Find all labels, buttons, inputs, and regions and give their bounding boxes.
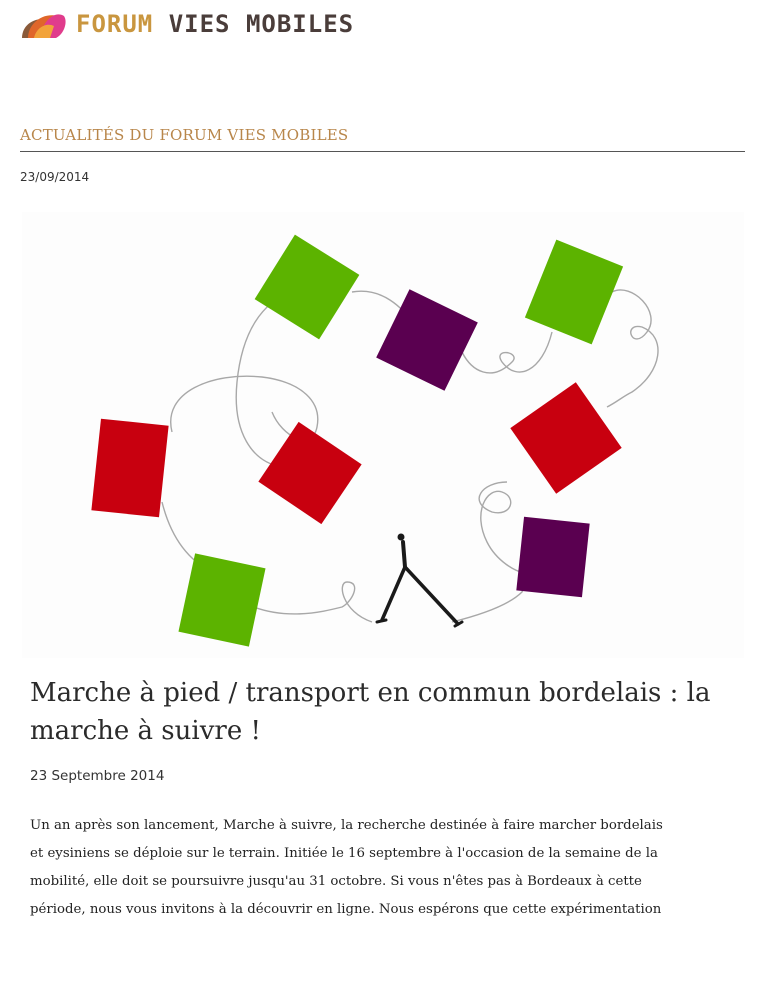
article-body-line: et eysiniens se déploie sur le terrain. Initiée le 16 septembre à l'occasion de la semaine de la bbox=[30, 846, 658, 861]
card-green-2 bbox=[525, 240, 623, 345]
article-body bbox=[30, 812, 742, 924]
card-red-3 bbox=[510, 382, 621, 493]
section-date: 23/09/2014 bbox=[20, 170, 90, 184]
walking-figure-icon bbox=[377, 534, 462, 627]
article-title: Marche à pied / transport en commun bordelais : la marche à suivre ! bbox=[30, 678, 711, 746]
brand-name bbox=[76, 10, 354, 38]
forum-vies-mobiles-logo-icon bbox=[20, 6, 68, 40]
walking-figure-with-colored-cards-illustration bbox=[22, 212, 744, 658]
card-purple-2 bbox=[516, 517, 589, 597]
article-illustration bbox=[22, 212, 744, 658]
brand-forum: FORUM bbox=[76, 10, 154, 38]
card-green-3 bbox=[178, 553, 265, 646]
card-green-1 bbox=[255, 235, 360, 340]
article-body-line: période, nous vous invitons à la découvrir en ligne. Nous espérons que cette expérimentation bbox=[30, 902, 662, 917]
article-body-line: mobilité, elle doit se poursuivre jusqu'au 31 octobre. Si vous n'êtes pas à Bordeaux à cette bbox=[30, 874, 642, 889]
article-body-line: Un an après son lancement, Marche à suivre, la recherche destinée à faire marcher bordelais bbox=[30, 818, 663, 833]
card-red-1 bbox=[91, 419, 168, 518]
article-date: 23 Septembre 2014 bbox=[30, 768, 165, 784]
section-heading: ACTUALITÉS DU FORUM VIES MOBILES bbox=[20, 126, 745, 152]
brand-vies-mobiles: VIES MOBILES bbox=[168, 10, 355, 38]
site-header bbox=[20, 6, 440, 40]
card-purple-1 bbox=[376, 289, 478, 391]
card-red-2 bbox=[258, 422, 361, 524]
